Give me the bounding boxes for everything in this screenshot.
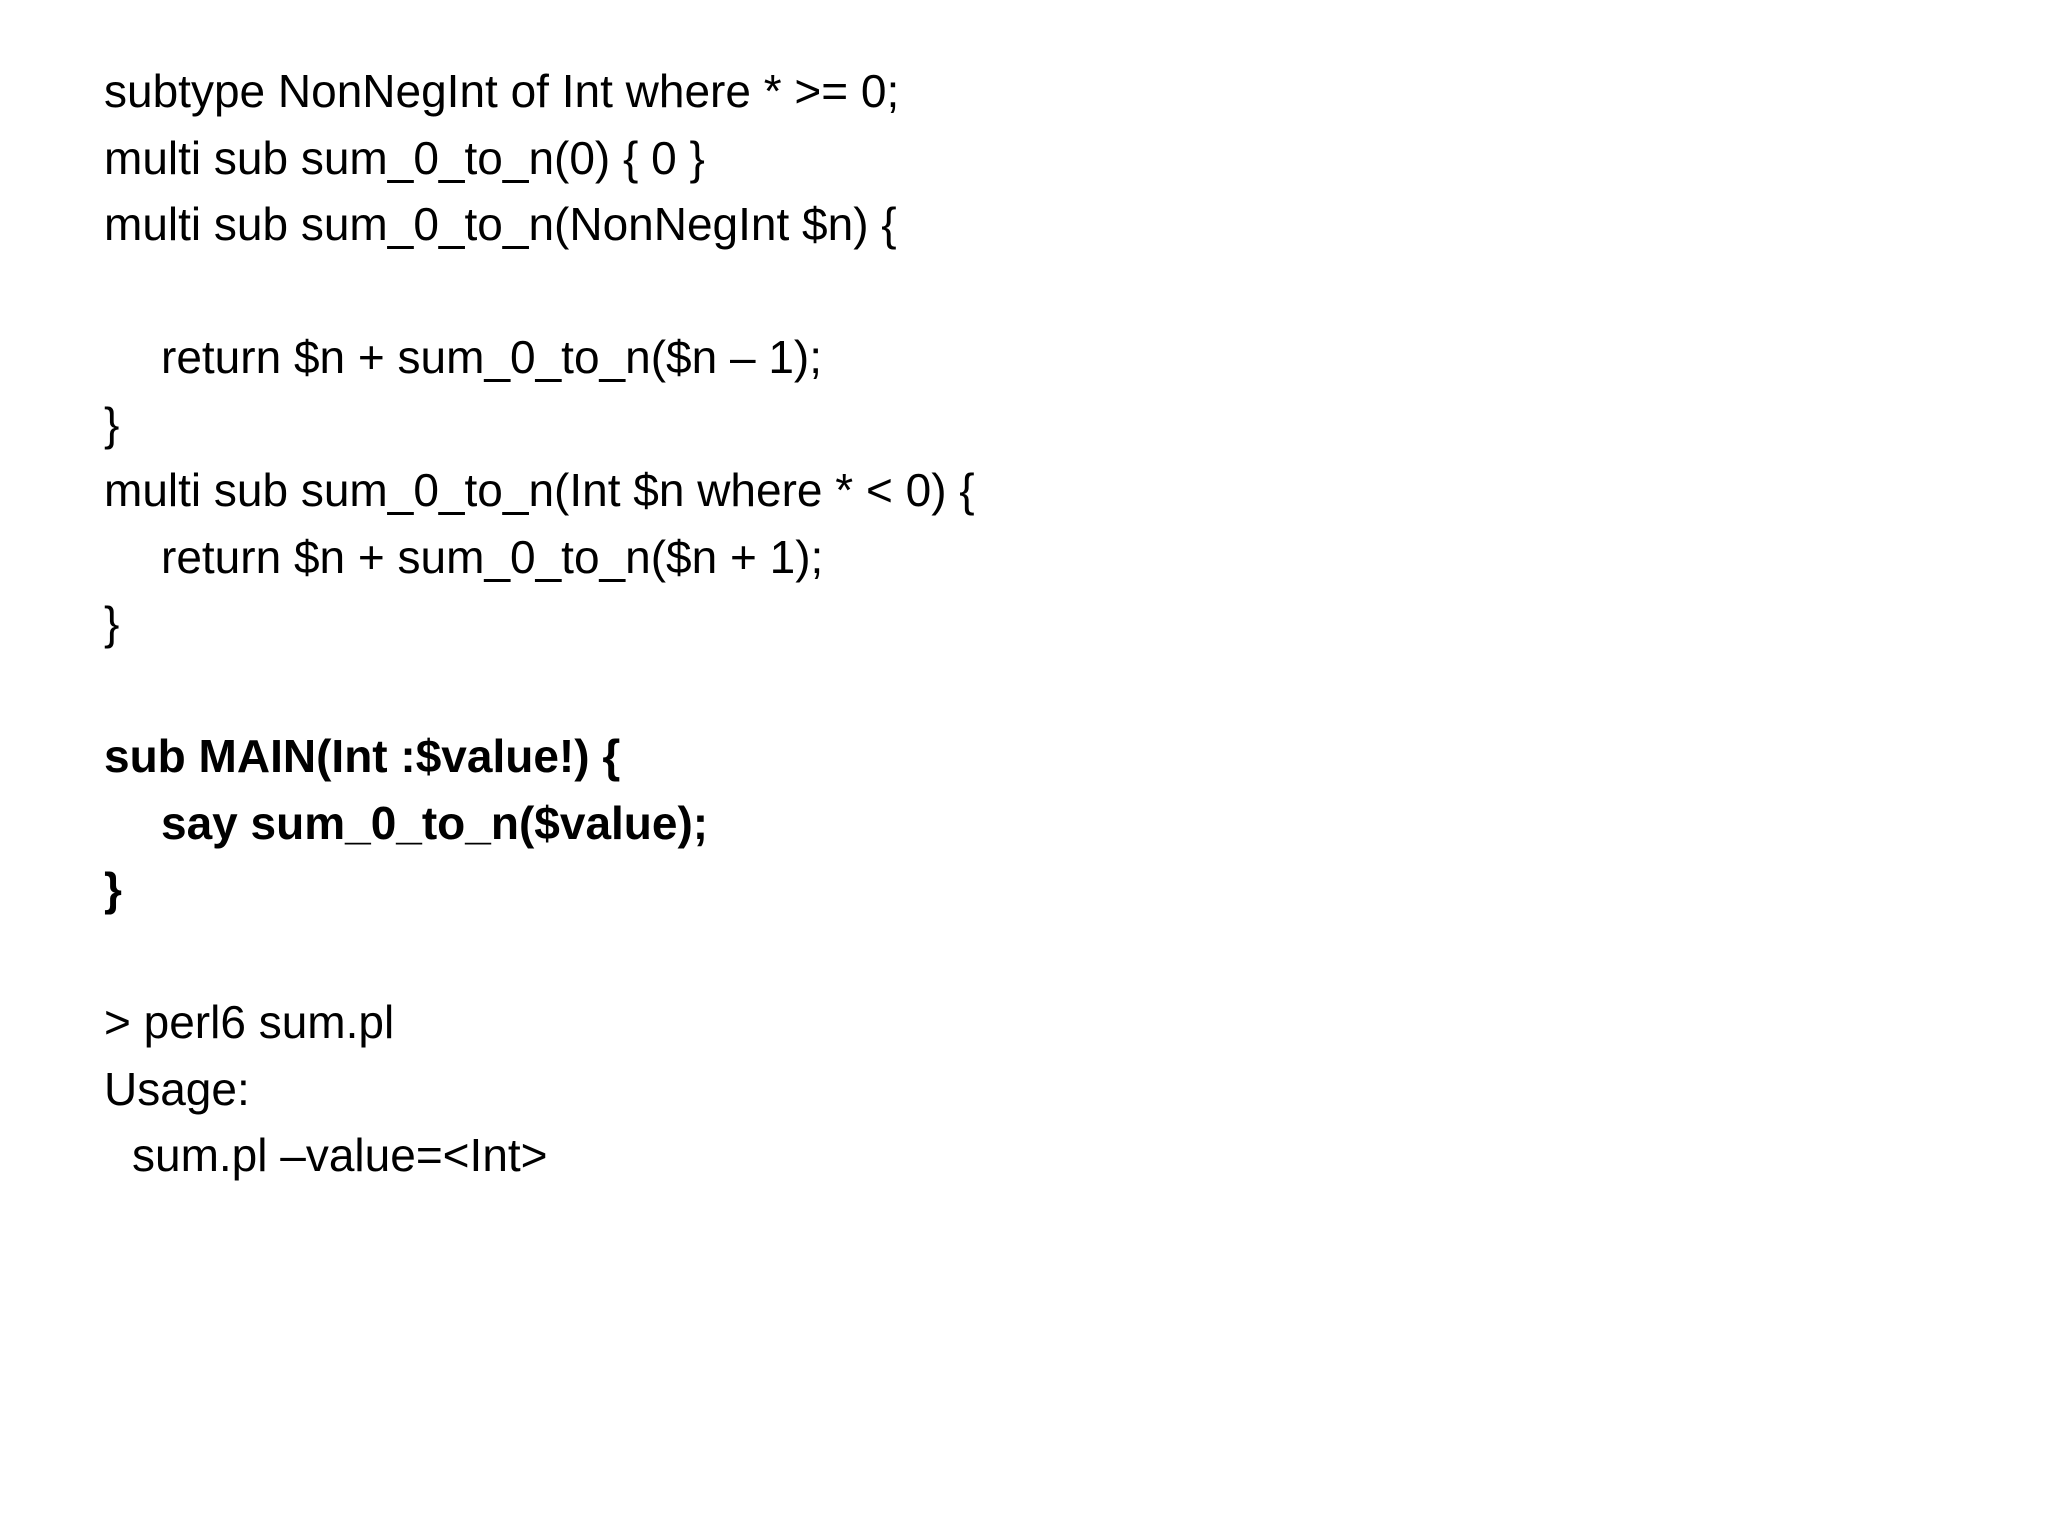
code-line-blank — [104, 258, 975, 325]
code-line-close-brace: } — [104, 397, 120, 450]
code-line-close-brace: } — [104, 863, 122, 915]
code-line-sub-main: sub MAIN(Int :$value!) { — [104, 730, 621, 782]
code-block — [104, 58, 975, 1189]
code-line-close-brace: } — [104, 597, 120, 649]
code-line-blank — [104, 657, 975, 724]
code-line-multi-sub-negative: multi sub sum_0_to_n(Int $n where * < 0) { — [104, 464, 975, 516]
code-line-return-minus: return $n + sum_0_to_n($n – 1); — [161, 331, 823, 383]
command-line: > perl6 sum.pl — [104, 996, 395, 1048]
code-line-blank — [104, 923, 975, 990]
code-line-subtype: subtype NonNegInt of Int where * >= 0; — [104, 65, 900, 117]
code-line-multi-sub-nonneg: multi sub sum_0_to_n(NonNegInt $n) { — [104, 198, 897, 250]
code-line-say: say sum_0_to_n($value); — [161, 796, 709, 849]
code-line-multi-sub-zero: multi sub sum_0_to_n(0) { 0 } — [104, 131, 705, 184]
usage-label: Usage: — [104, 1062, 250, 1115]
code-line-return-plus: return $n + sum_0_to_n($n + 1); — [161, 530, 824, 583]
usage-text: sum.pl –value=<Int> — [132, 1129, 548, 1181]
